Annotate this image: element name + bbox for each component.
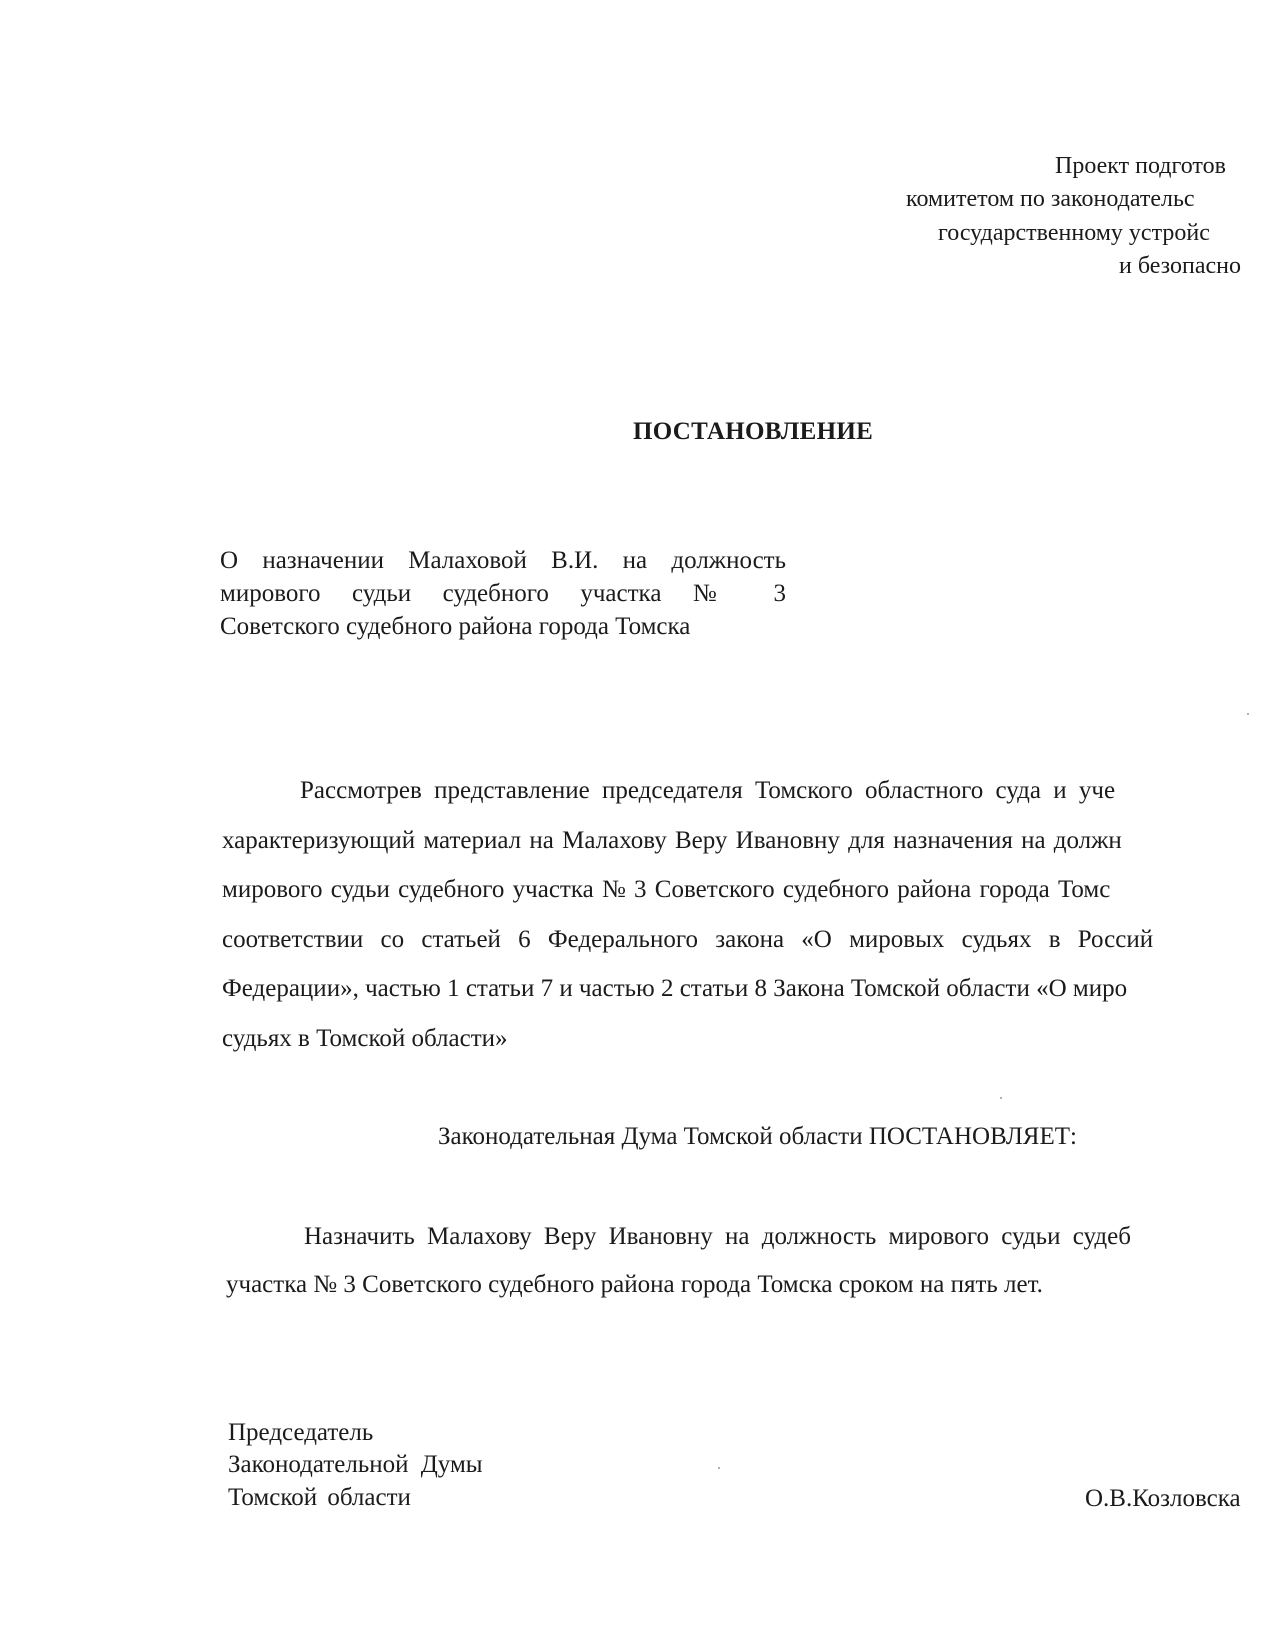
resolution-statement: Законодательная Дума Томской области ПОСТАНОВЛЯЕТ: — [438, 1123, 1077, 1150]
draft-note-line: комитетом по законодательс — [906, 186, 1195, 212]
draft-note-line: государственному устройс — [938, 220, 1210, 246]
preamble-line: судьях в Томской области» — [222, 1025, 508, 1052]
signatory-position-line: Томской области — [228, 1484, 411, 1511]
draft-note-line: и безопасно — [1119, 253, 1242, 279]
signatory-position-line: Законодательной Думы — [228, 1451, 483, 1478]
decision-line: Назначить Малахову Веру Ивановну на должность мирового судьи судеб — [304, 1223, 1131, 1250]
preamble-line: соответствии со статьей 6 Федерального закона «О мировых судьях в Россий — [222, 926, 1154, 953]
scan-speck — [718, 1467, 720, 1469]
draft-note-line: Проект подготов — [1055, 153, 1226, 179]
preamble-line: Федерации», частью 1 статьи 7 и частью 2 статьи 8 Закона Томской области «О миро — [222, 975, 1128, 1002]
decision-line: участка № 3 Советского судебного района города Томска сроком на пять лет. — [226, 1271, 1043, 1298]
document-title: ПОСТАНОВЛЕНИЕ — [633, 418, 874, 445]
preamble-line: характеризующий материал на Малахову Веру Ивановну для назначения на должн — [222, 827, 1122, 854]
subject-line: О назначении Малаховой В.И. на должность — [220, 547, 786, 574]
signatory-position-line: Председатель — [228, 1419, 374, 1446]
preamble-line: Рассмотрев представление председателя Томского областного суда и уче — [300, 777, 1116, 804]
subject-line: мирового судьи судебного участка № 3 — [220, 580, 786, 607]
preamble-line: мирового судьи судебного участка № 3 Советского судебного района города Томс — [222, 876, 1111, 903]
scan-speck — [1000, 1097, 1002, 1099]
signatory-name: О.В.Козловска — [1085, 1485, 1241, 1512]
scan-speck — [1247, 713, 1249, 715]
subject-line: Советского судебного района города Томска — [220, 613, 691, 640]
